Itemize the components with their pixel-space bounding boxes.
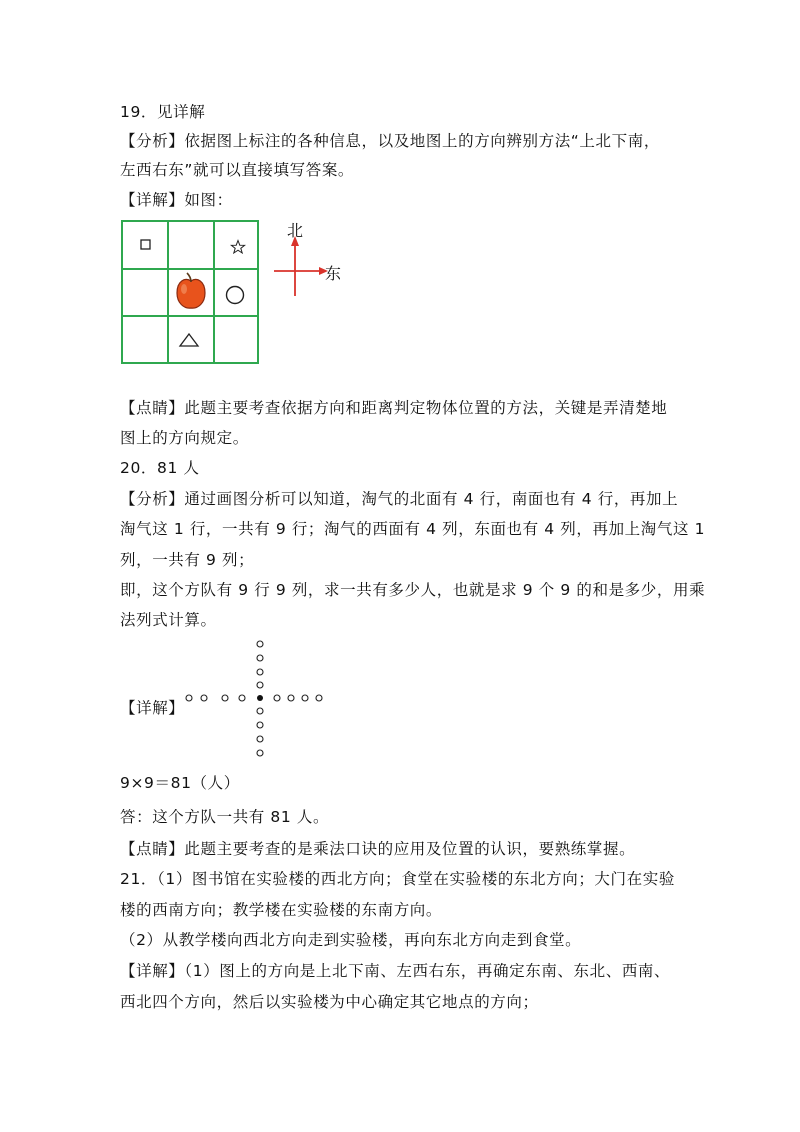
square-formation-diagram (180, 636, 340, 766)
grid-line-h2 (123, 315, 257, 317)
q19-point-line-2: 图上的方向规定。 (120, 429, 249, 447)
q21-line-4: 【详解】（1）图上的方向是上北下南、左西右东，再确定东南、东北、西南、 (120, 962, 671, 980)
circle-icon (223, 283, 247, 307)
q19-analysis-line-2: 左西右东”就可以直接填写答案。 (120, 161, 355, 179)
formation-dot (257, 641, 263, 647)
compass-north-label: 北 (287, 221, 304, 240)
q21-line-2: 楼的西南方向；教学楼在实验楼的东南方向。 (120, 901, 443, 919)
q19-detail-label: 【详解】如图： (120, 191, 233, 209)
q20-analysis-line-4: 即，这个方队有 9 行 9 列，求一共有多少人，也就是求 9 个 9 的和是多少，用乘 (120, 581, 706, 599)
q19-heading: 19．见详解 (120, 103, 206, 121)
formation-dot (257, 682, 263, 688)
q20-point: 【点睛】此题主要考查的是乘法口诀的应用及位置的认识，要熟练掌握。 (120, 840, 636, 858)
triangle-icon (177, 331, 201, 349)
formation-dot (257, 655, 263, 661)
q20-analysis-line-2: 淘气这 1 行，一共有 9 行；淘气的西面有 4 列，东面也有 4 列，再加上淘气这 1 (120, 520, 706, 538)
formation-dot (222, 695, 228, 701)
formation-dot (288, 695, 294, 701)
q20-answer: 答：这个方队一共有 81 人。 (120, 808, 330, 826)
position-grid (121, 220, 259, 364)
grid-line-v2 (213, 222, 215, 362)
q19-analysis-line-1: 【分析】依据图上标注的各种信息，以及地图上的方向辨别方法“上北下南， (120, 132, 660, 150)
direction-compass (270, 222, 350, 302)
q20-analysis-line-5: 法列式计算。 (120, 611, 217, 629)
q21-line-5: 西北四个方向，然后以实验楼为中心确定其它地点的方向； (120, 993, 539, 1011)
grid-line-h1 (123, 268, 257, 270)
formation-dot (239, 695, 245, 701)
q20-detail-label: 【详解】 (120, 699, 185, 717)
formation-dot (257, 750, 263, 756)
square-icon (139, 238, 153, 252)
q20-analysis-line-3: 列，一共有 9 列； (120, 551, 255, 569)
formation-dot (302, 695, 308, 701)
formation-dot (316, 695, 322, 701)
q19-point-line-1: 【点睛】此题主要考查依据方向和距离判定物体位置的方法，关键是弄清楚地 (120, 399, 668, 417)
q20-heading: 20．81 人 (120, 459, 200, 477)
formation-dot (257, 669, 263, 675)
formation-dot (257, 708, 263, 714)
q21-line-3: （2）从教学楼向西北方向走到实验楼，再向东北方向走到食堂。 (120, 931, 582, 949)
q20-analysis-line-1: 【分析】通过画图分析可以知道，淘气的北面有 4 行，南面也有 4 行，再加上 (120, 490, 679, 508)
formation-dot (274, 695, 280, 701)
star-icon (230, 239, 246, 255)
apple-icon (171, 271, 211, 313)
formation-dot (257, 736, 263, 742)
grid-line-v1 (167, 222, 169, 362)
formation-dot (186, 695, 192, 701)
formation-dot (201, 695, 207, 701)
q20-formula: 9×9＝81（人） (120, 774, 240, 792)
compass-east-label: 东 (325, 264, 342, 283)
formation-dot (257, 722, 263, 728)
taoqi-center-dot (257, 695, 263, 701)
q21-line-1: 21．（1）图书馆在实验楼的西北方向；食堂在实验楼的东北方向；大门在实验 (120, 870, 675, 888)
